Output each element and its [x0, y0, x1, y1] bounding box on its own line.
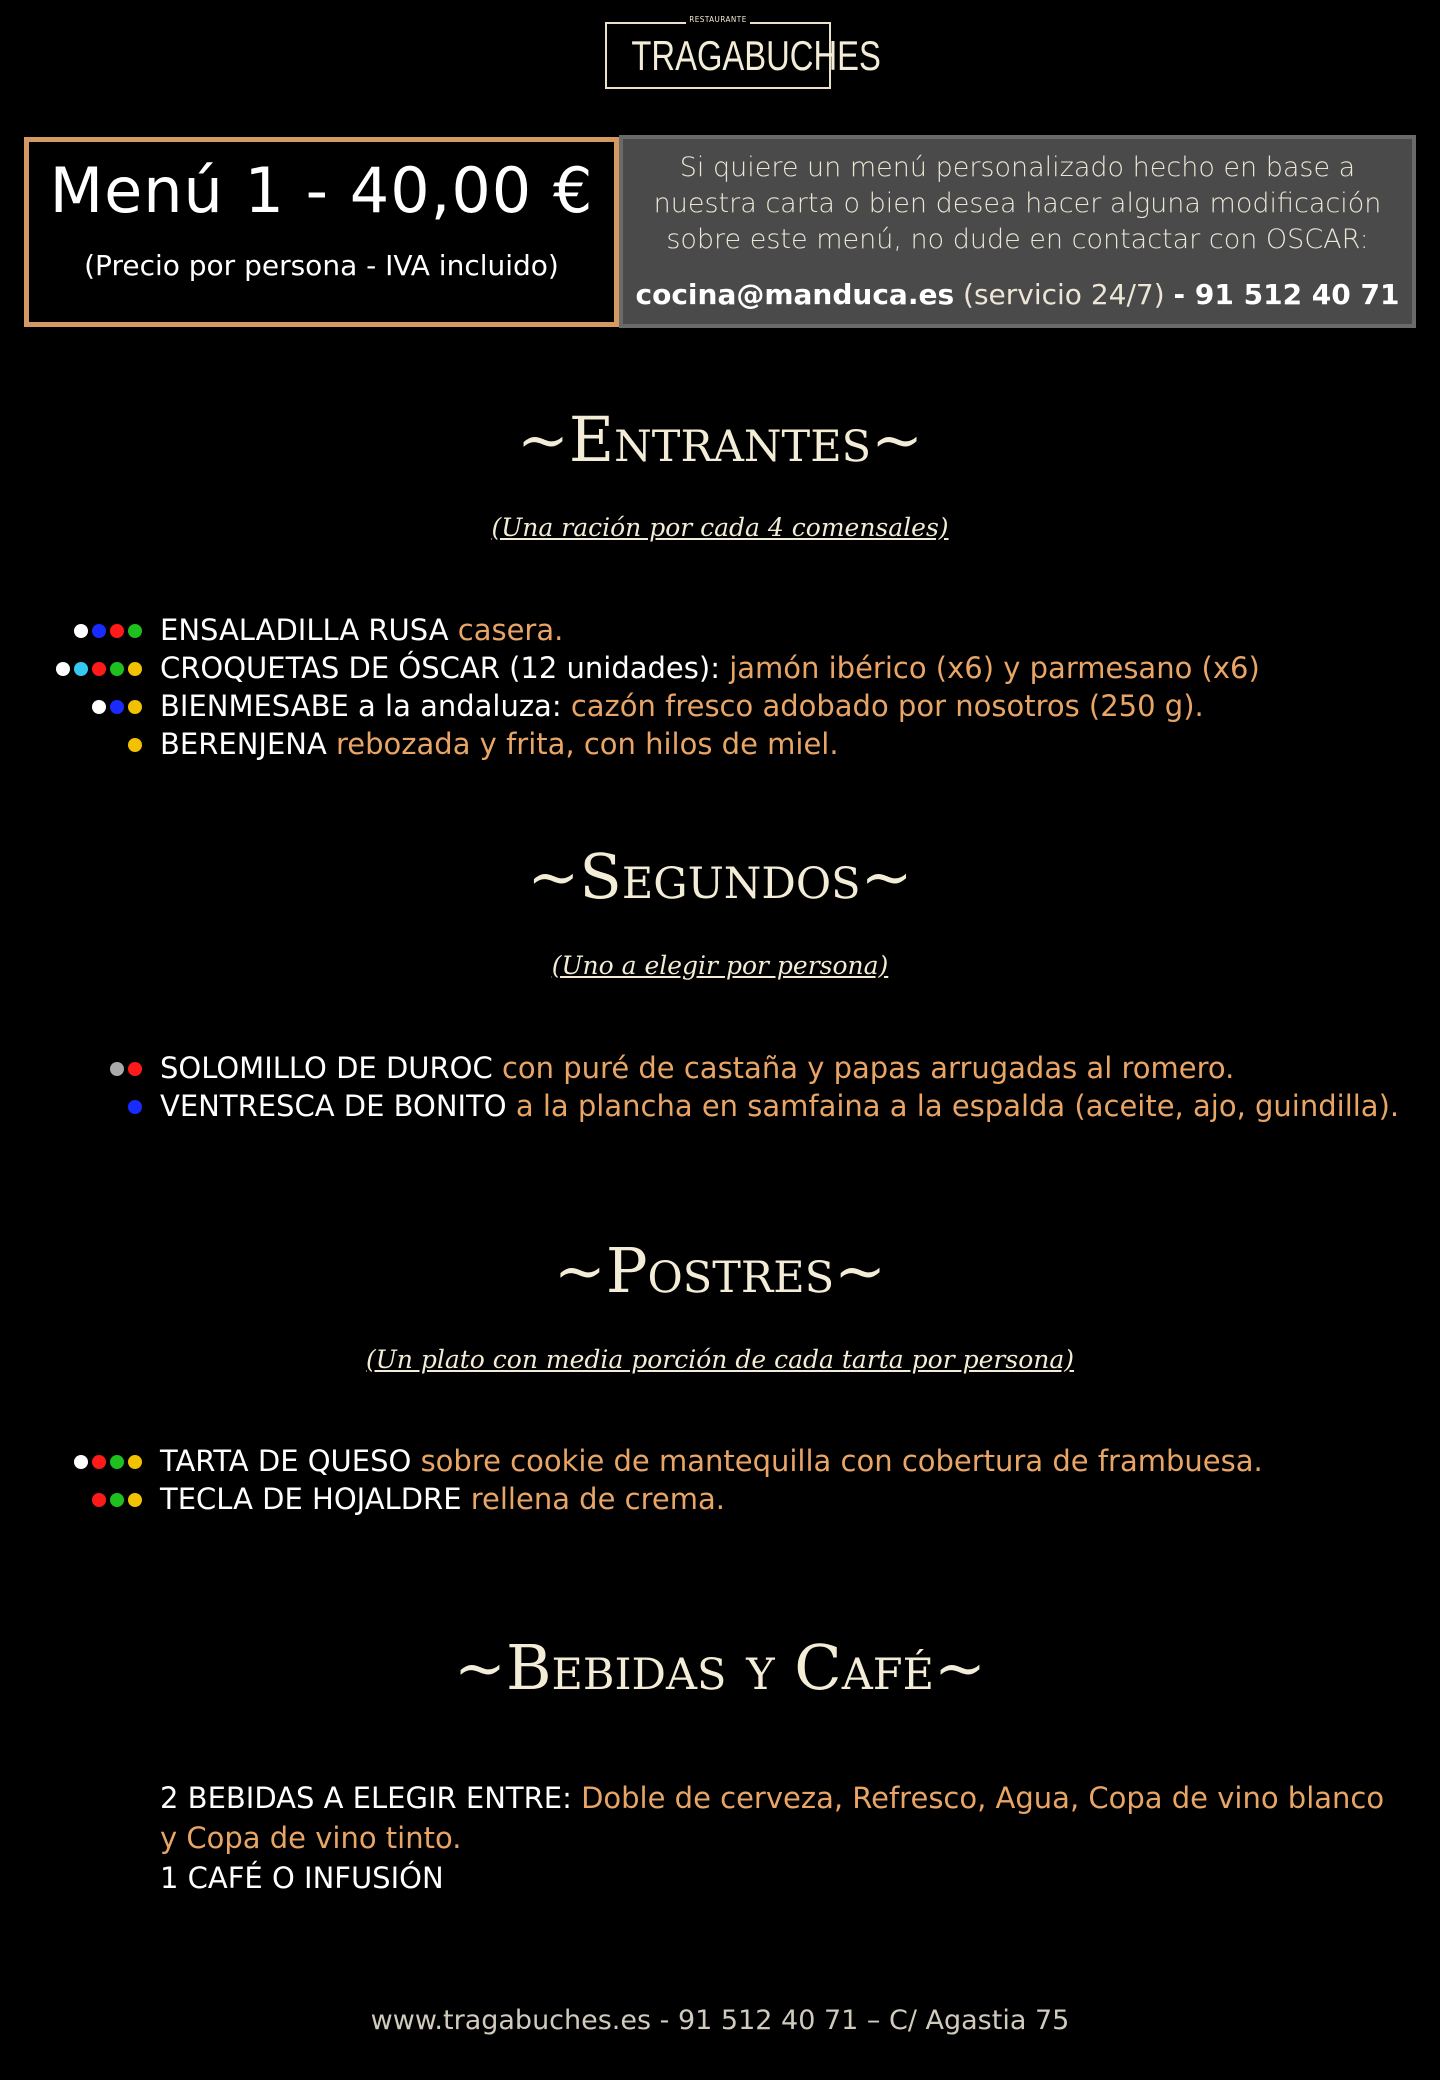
menu-item-description: rebozada y frita, con hilos de miel. — [336, 727, 839, 761]
allergen-dot-icon — [92, 700, 106, 714]
contact-line — [623, 278, 1412, 311]
allergen-dot-icon — [128, 1062, 142, 1076]
allergen-dot-icon — [128, 738, 142, 752]
menu-item — [160, 725, 839, 763]
menu-item-name: SOLOMILLO DE DUROC — [160, 1051, 493, 1085]
allergen-dot-icon — [74, 624, 88, 638]
allergen-dot-icon — [110, 662, 124, 676]
menu-item — [160, 687, 1204, 725]
menu-item-name: BERENJENA — [160, 727, 327, 761]
contact-info-box — [619, 135, 1416, 328]
allergen-dot-icon — [128, 1455, 142, 1469]
menu-item-name: CROQUETAS DE ÓSCAR (12 unidades): — [160, 651, 720, 685]
allergen-dot-icon — [128, 662, 142, 676]
allergen-dot-icon — [128, 624, 142, 638]
allergen-dot-icon — [74, 662, 88, 676]
section-title-segundos: ~Segundos~ — [527, 840, 913, 913]
menu-item-name: VENTRESCA DE BONITO — [160, 1089, 507, 1123]
menu-item-description: rellena de crema. — [470, 1482, 725, 1516]
allergen-dots — [128, 738, 142, 752]
menu-item — [160, 1480, 725, 1518]
drinks-block — [160, 1778, 1410, 1898]
menu-item-description: jamón ibérico (x6) y parmesano (x6) — [729, 651, 1260, 685]
menu-item-name: TECLA DE HOJALDRE — [160, 1482, 462, 1516]
menu-price-subtitle: (Precio por persona - IVA incluido) — [84, 249, 559, 282]
menu-item — [160, 649, 1260, 687]
menu-item-description: con puré de castaña y papas arrugadas al romero. — [501, 1051, 1235, 1085]
allergen-dots — [74, 1455, 142, 1469]
drinks-options: Doble de cerveza, Refresco, Agua, Copa de vino blanco y Copa de vino tinto. — [160, 1781, 1385, 1855]
allergen-dot-icon — [128, 700, 142, 714]
section-sub-segundos: (Uno a elegir por persona) — [551, 951, 889, 980]
allergen-dot-icon — [110, 1455, 124, 1469]
menu-item-description: cazón fresco adobado por nosotros (250 g). — [570, 689, 1204, 723]
contact-info-text: Si quiere un menú personalizado hecho en base a nuestra carta o bien desea hacer alguna modificación sobre este menú, no dude en contactar con OSCAR: — [653, 152, 1382, 255]
menu-item-description: a la plancha en samfaina a la espalda (aceite, ajo, guindilla). — [515, 1089, 1400, 1123]
contact-service: (servicio 24/7) — [963, 278, 1165, 311]
allergen-dot-icon — [92, 1455, 106, 1469]
drinks-label: 2 BEBIDAS A ELEGIR ENTRE: — [160, 1781, 572, 1815]
allergen-dot-icon — [128, 1493, 142, 1507]
allergen-dots — [74, 624, 142, 638]
allergen-dot-icon — [92, 624, 106, 638]
menu-item — [160, 1049, 1234, 1087]
section-title-bebidas: ~Bebidas y Café~ — [454, 1631, 986, 1704]
menu-item — [160, 1442, 1263, 1480]
allergen-dots — [110, 1062, 142, 1076]
price-box — [24, 137, 619, 327]
restaurant-logo — [605, 15, 881, 89]
allergen-dot-icon — [110, 624, 124, 638]
allergen-dots — [128, 1100, 142, 1114]
allergen-dot-icon — [92, 1493, 106, 1507]
contact-email[interactable]: cocina@manduca.es — [635, 278, 955, 311]
allergen-dot-icon — [110, 700, 124, 714]
allergen-dots — [92, 700, 142, 714]
menu-item — [160, 1087, 1399, 1125]
allergen-dot-icon — [74, 1455, 88, 1469]
allergen-dot-icon — [56, 662, 70, 676]
section-sub-entrantes: (Una ración por cada 4 comensales) — [491, 513, 949, 542]
allergen-dot-icon — [110, 1493, 124, 1507]
menu-price-title: Menú 1 - 40,00 € — [49, 154, 594, 227]
allergen-dot-icon — [110, 1062, 124, 1076]
menu-item — [160, 611, 563, 649]
menu-item-name: TARTA DE QUESO — [160, 1444, 412, 1478]
section-title-entrantes: ~Entrantes~ — [516, 403, 924, 476]
menu-item-name: BIENMESABE a la andaluza: — [160, 689, 562, 723]
menu-item-description: sobre cookie de mantequilla con cobertura de frambuesa. — [420, 1444, 1263, 1478]
allergen-dots — [56, 662, 142, 676]
menu-item-name: ENSALADILLA RUSA — [160, 613, 449, 647]
footer-contact: www.tragabuches.es - 91 512 40 71 – C/ Agastia 75 — [370, 2005, 1070, 2036]
logo-name: TRAGABUCHES — [631, 32, 881, 79]
allergen-dot-icon — [92, 662, 106, 676]
coffee-line: 1 CAFÉ O INFUSIÓN — [160, 1861, 444, 1895]
logo-tagline: RESTAURANTE — [686, 15, 750, 24]
allergen-dot-icon — [128, 1100, 142, 1114]
allergen-dots — [92, 1493, 142, 1507]
section-sub-postres: (Un plato con media porción de cada tarta por persona) — [365, 1345, 1075, 1374]
menu-item-description: casera. — [457, 613, 564, 647]
contact-phone[interactable]: - 91 512 40 71 — [1173, 278, 1400, 311]
section-title-postres: ~Postres~ — [553, 1234, 887, 1307]
